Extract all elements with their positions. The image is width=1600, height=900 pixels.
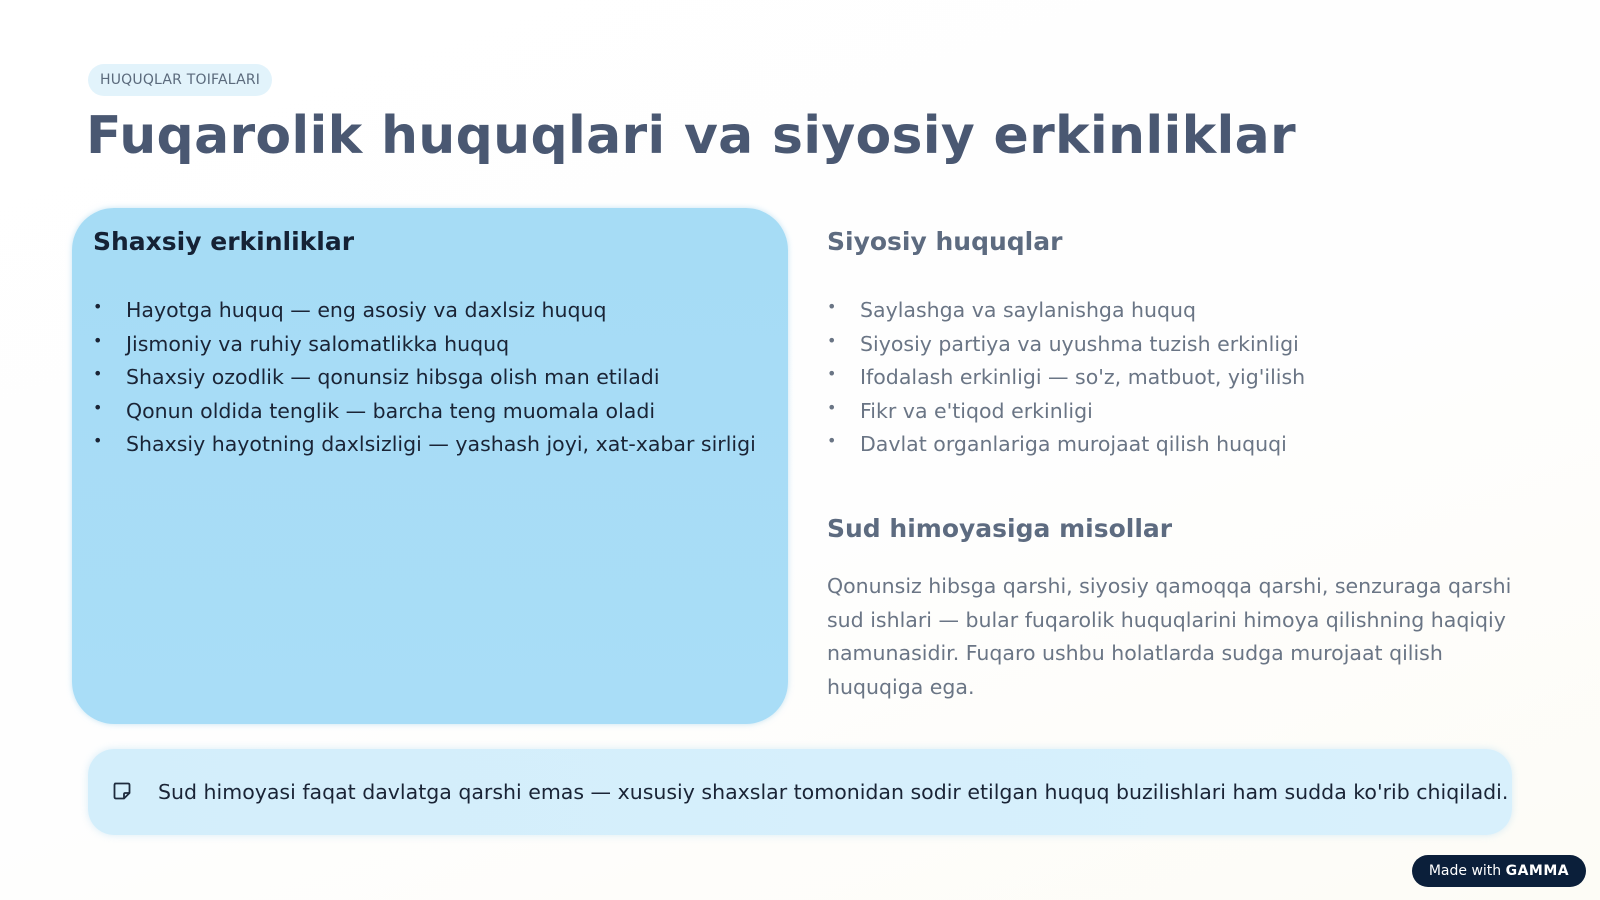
bullet-icon: • [827, 330, 837, 350]
personal-freedoms-list [93, 294, 756, 462]
political-rights-heading: Siyosiy huquqlar [827, 227, 1063, 256]
bullet-icon: • [93, 330, 103, 350]
note-icon [112, 781, 132, 801]
list-item [93, 361, 756, 395]
list-item [827, 395, 1305, 429]
list-item [827, 361, 1305, 395]
badge-prefix: Made with [1428, 863, 1502, 879]
bullet-icon: • [93, 431, 103, 450]
bullet-icon: • [93, 397, 103, 417]
bullet-icon: • [93, 364, 103, 383]
court-examples-paragraph: Qonunsiz hibsga qarshi, siyosiy qamoqqa qarshi, senzuraga qarshi sud ishlari — bular fuqarolik huquqlarini himoya qilishning haqiqiy namunasidir. Fuqaro ushbu holatlarda sudga murojaat qilish huquqiga ega. [827, 574, 1512, 699]
bullet-icon: • [827, 397, 837, 417]
list-item [827, 328, 1305, 362]
personal-freedoms-card [72, 208, 788, 724]
list-item-text: Ifodalash erkinligi — so'z, matbuot, yig'ilish [860, 365, 1306, 389]
bullet-icon: • [93, 297, 103, 316]
list-item [827, 428, 1305, 462]
list-item [93, 395, 756, 429]
section-tag: HUQUQLAR TOIFALARI [88, 64, 272, 96]
list-item-text: Saylashga va saylanishga huquq [860, 298, 1197, 322]
list-item-text: Hayotga huquq — eng asosiy va daxlsiz huquq [126, 298, 607, 322]
made-with-gamma-badge[interactable] [1412, 855, 1586, 887]
bullet-icon: • [827, 297, 837, 316]
personal-freedoms-heading: Shaxsiy erkinliklar [93, 227, 355, 256]
list-item [827, 294, 1305, 328]
list-item-text: Shaxsiy ozodlik — qonunsiz hibsga olish man etiladi [126, 365, 660, 389]
note-callout [88, 749, 1512, 835]
political-rights-column [827, 208, 1527, 708]
list-item-text: Davlat organlariga murojaat qilish huquqi [860, 432, 1287, 456]
list-item-text: Qonun oldida tenglik — barcha teng muomala oladi [126, 398, 656, 423]
list-item-text: Shaxsiy hayotning daxlsizligi — yashash joyi, xat-xabar sirligi [126, 432, 756, 456]
gamma-logo: GAMMA [1505, 863, 1570, 879]
list-item [93, 328, 756, 362]
list-item [93, 294, 756, 328]
list-item [93, 428, 756, 462]
political-rights-list [827, 294, 1305, 462]
list-item-text: Jismoniy va ruhiy salomatlikka huquq [126, 331, 510, 356]
bullet-icon: • [827, 431, 837, 450]
slide-title: Fuqarolik huquqlari va siyosiy erkinliklar [86, 106, 1296, 166]
list-item-text: Siyosiy partiya va uyushma tuzish erkinligi [860, 331, 1299, 356]
list-item-text: Fikr va e'tiqod erkinligi [860, 398, 1093, 423]
bullet-icon: • [827, 364, 837, 383]
court-examples-heading: Sud himoyasiga misollar [827, 514, 1173, 543]
note-text: Sud himoyasi faqat davlatga qarshi emas — xususiy shaxslar tomonidan sodir etilgan huquq buzilishlari ham sudda ko'rib chiqiladi. [158, 780, 1509, 804]
